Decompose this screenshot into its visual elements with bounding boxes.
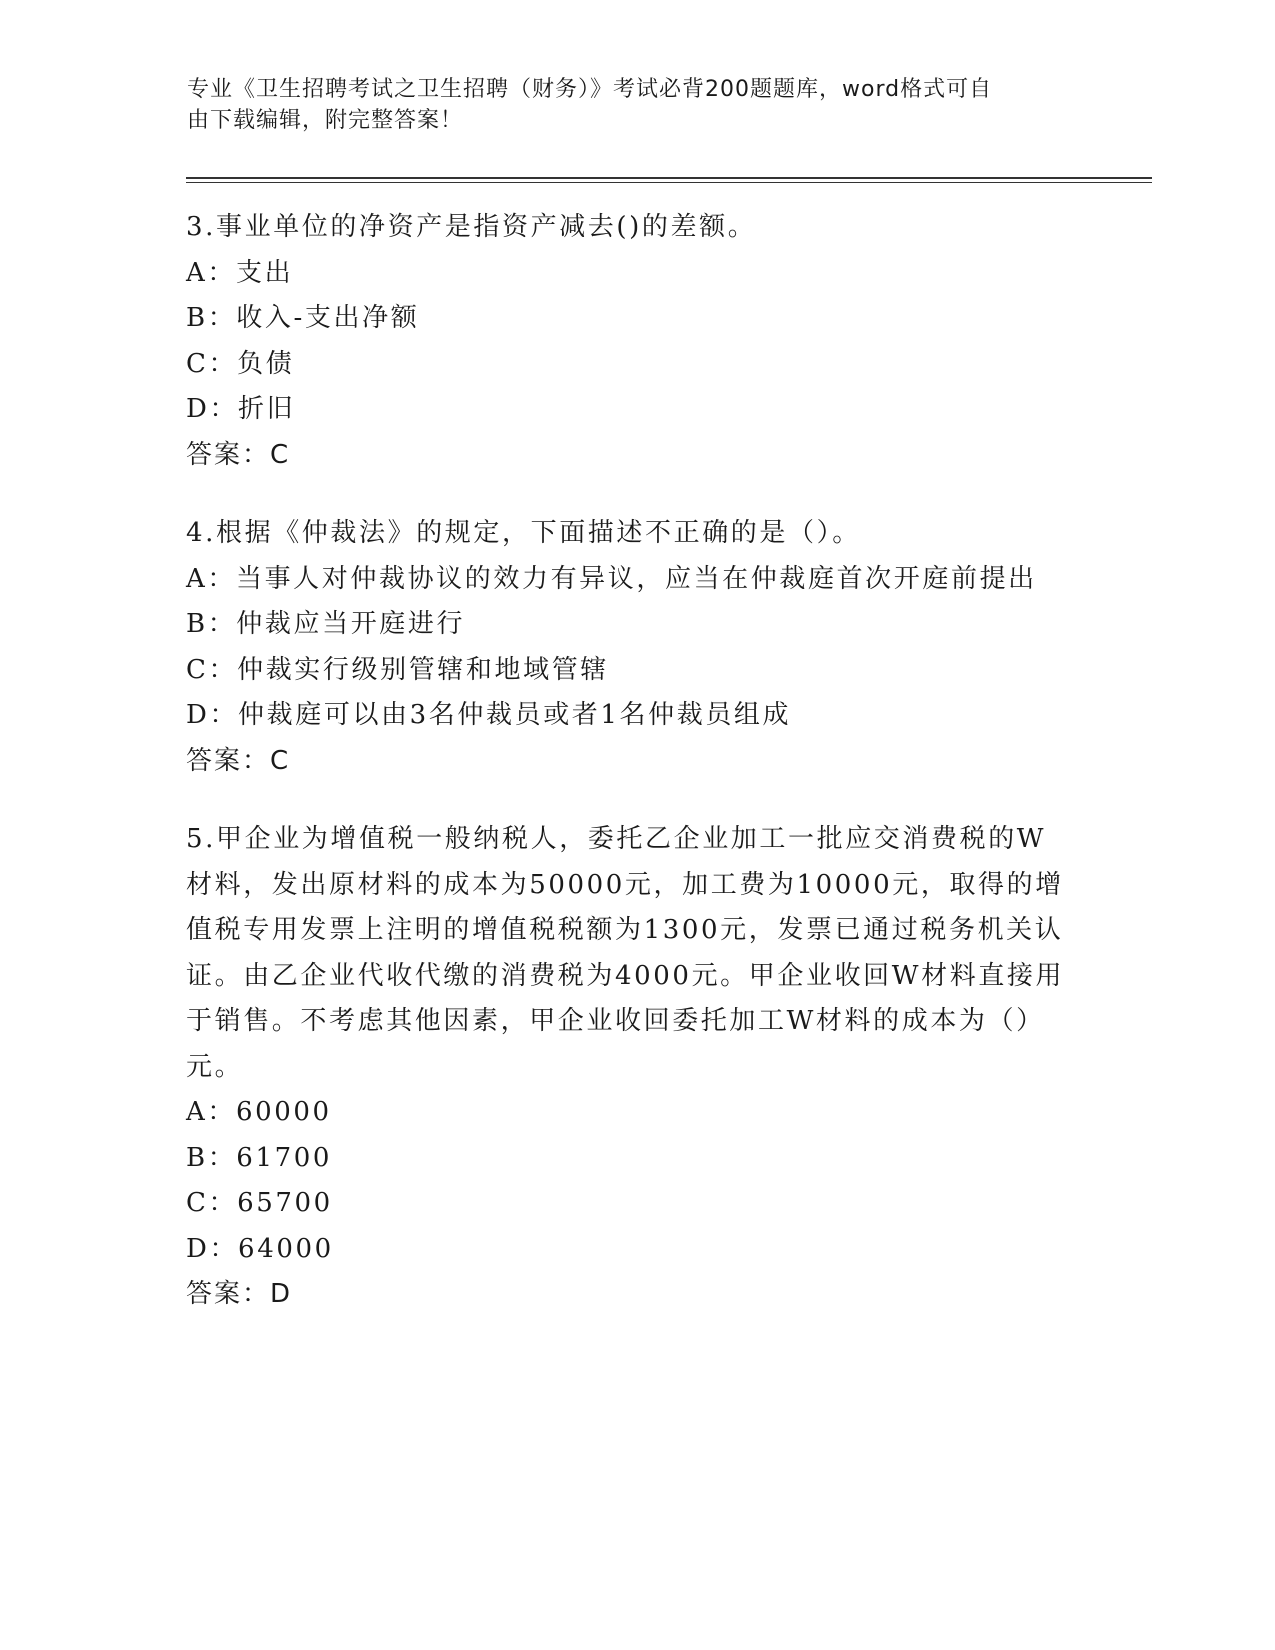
option-b: B：仲裁应当开庭进行 [186,609,466,639]
question-3 [186,205,1086,478]
question-stem-line: 值税专用发票上注明的增值税税额为1300元，发票已通过税务机关认 [186,915,1064,945]
option-c: C：仲裁实行级别管辖和地域管辖 [186,654,609,685]
option-d: D：仲裁庭可以由3名仲裁员或者1名仲裁员组成 [186,700,792,730]
option-a: A：支出 [186,257,294,288]
option-a: A：60000 [186,1097,332,1127]
option-d: D：折旧 [186,394,296,424]
question-stem-line: 证。由乙企业代收代缴的消费税为4000元。甲企业收回W材料直接用 [186,960,1065,991]
option-d: D：64000 [186,1233,334,1264]
answer: 答案：C [186,745,291,776]
option-c: C：负债 [186,348,295,379]
option-a: A：当事人对仲裁协议的效力有异议，应当在仲裁庭首次开庭前提出 [186,563,1037,594]
option-b: B：收入-支出净额 [186,303,420,333]
option-b: B：61700 [186,1142,333,1173]
question-stem-line: 元。 [186,1051,244,1082]
document-header [187,74,1067,136]
question-list [186,205,1086,1351]
question-stem: 4.根据《仲裁法》的规定，下面描述不正确的是（）。 [186,518,861,548]
header-line-1: 专业《卫生招聘考试之卫生招聘（财务）》考试必背200题题库，word格式可自 [187,77,993,102]
option-c: C：65700 [186,1188,333,1218]
question-stem-line: 于销售。不考虑其他因素，甲企业收回委托加工W材料的成本为（） [186,1006,1045,1036]
question-4 [186,511,1086,784]
answer: 答案：C [186,439,291,470]
header-line-2: 由下载编辑，附完整答案！ [187,108,464,133]
question-stem: 3.事业单位的净资产是指资产减去()的差额。 [186,212,757,242]
question-stem-line: 材料，发出原材料的成本为50000元，加工费为10000元，取得的增 [186,869,1064,900]
answer: 答案：D [186,1279,293,1309]
question-5 [186,817,1086,1318]
header-divider [186,177,1152,183]
question-stem-line: 5.甲企业为增值税一般纳税人，委托乙企业加工一批应交消费税的W [186,824,1047,854]
